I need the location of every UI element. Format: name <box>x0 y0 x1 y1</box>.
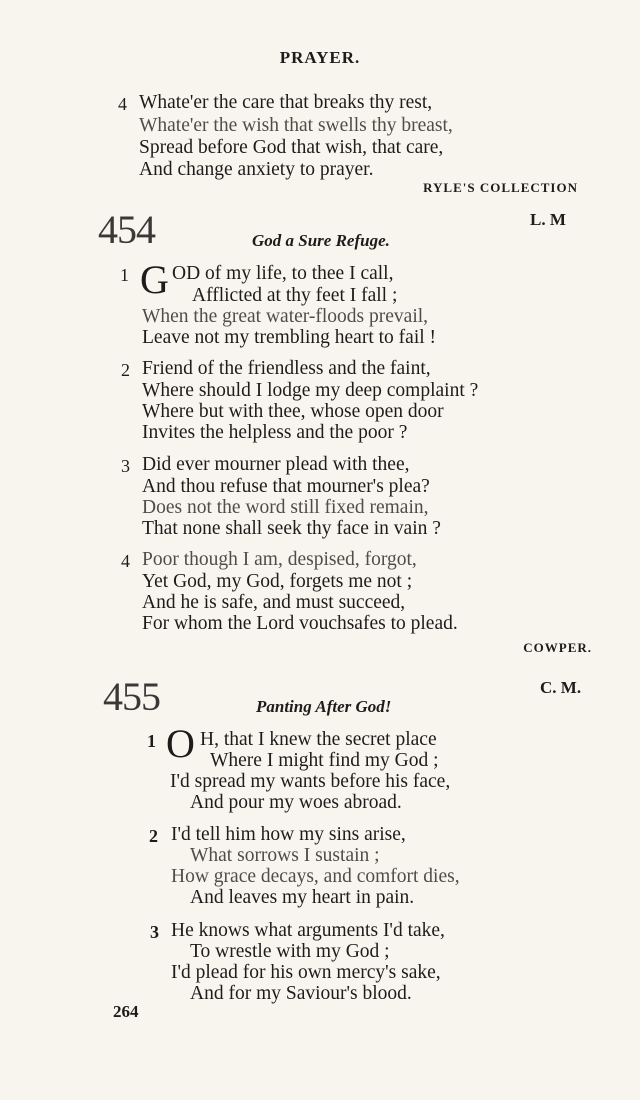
verse-line: Leave not my trembling heart to fail ! <box>142 327 437 348</box>
verse-line: To wrestle with my God ; <box>190 941 390 962</box>
verse-line: He knows what arguments I'd take, <box>171 920 445 941</box>
verse-number: 3 <box>150 922 159 942</box>
verse-line: I'd plead for his own mercy's sake, <box>171 962 441 983</box>
attribution: COWPER. <box>523 640 592 655</box>
verse-number: 3 <box>121 456 130 476</box>
verse-line: How grace decays, and comfort dies, <box>171 866 460 887</box>
verse-line: That none shall seek thy face in vain ? <box>142 518 441 539</box>
page-header: PRAYER. <box>279 48 361 67</box>
verse-line: When the great water-floods prevail, <box>142 306 429 327</box>
verse-line: Yet God, my God, forgets me not ; <box>142 571 413 592</box>
verse-line: I'd spread my wants before his face, <box>170 771 451 792</box>
verse-line: And he is safe, and must succeed, <box>142 592 406 613</box>
verse-line: OD of my life, to thee I call, <box>172 263 394 284</box>
drop-cap: O <box>166 721 195 766</box>
verse-line: And for my Saviour's blood. <box>190 983 412 1004</box>
verse-line: I'd tell him how my sins arise, <box>171 824 406 845</box>
verse-line: And change anxiety to prayer. <box>139 159 374 180</box>
verse-line: H, that I knew the secret place <box>200 729 437 750</box>
verse-line: And pour my woes abroad. <box>190 792 402 813</box>
verse-line: Spread before God that wish, that care, <box>139 137 444 158</box>
verse-line: For whom the Lord vouchsafes to plead. <box>142 613 458 634</box>
hymn-number: 455 <box>103 674 160 719</box>
verse-line: Friend of the friendless and the faint, <box>142 358 431 379</box>
verse-line: And thou refuse that mourner's plea? <box>142 476 430 497</box>
attribution: RYLE'S COLLECTION <box>423 180 578 195</box>
hymn-meter: L. M <box>530 210 566 229</box>
verse-line: What sorrows I sustain ; <box>190 845 380 866</box>
verse-line: Where should I lodge my deep complaint ? <box>142 380 479 401</box>
verse-line: Does not the word still fixed remain, <box>142 497 429 518</box>
verse-line: Where but with thee, whose open door <box>142 401 444 422</box>
hymn-title: Panting After God! <box>256 697 392 716</box>
verse-line: Did ever mourner plead with thee, <box>142 454 410 475</box>
verse-number: 2 <box>149 826 158 846</box>
verse-line: Poor though I am, despised, forgot, <box>142 549 417 570</box>
verse-line: Whate'er the care that breaks thy rest, <box>139 92 433 113</box>
verse-number: 1 <box>147 731 156 751</box>
verse-line: Whate'er the wish that swells thy breast, <box>139 115 453 136</box>
hymn-number: 454 <box>98 207 155 252</box>
verse-number: 4 <box>121 551 130 571</box>
verse-number: 1 <box>120 265 129 285</box>
hymn-meter: C. M. <box>540 678 582 697</box>
verse-line: And leaves my heart in pain. <box>190 887 415 908</box>
page-number: 264 <box>113 1002 139 1021</box>
verse-number: 4 <box>118 94 127 114</box>
verse-line: Afflicted at thy feet I fall ; <box>192 285 398 306</box>
drop-cap: G <box>140 257 169 302</box>
verse-line: Invites the helpless and the poor ? <box>142 422 408 443</box>
verse-line: Where I might find my God ; <box>210 750 439 771</box>
verse-number: 2 <box>121 360 130 380</box>
hymn-title: God a Sure Refuge. <box>252 231 390 250</box>
